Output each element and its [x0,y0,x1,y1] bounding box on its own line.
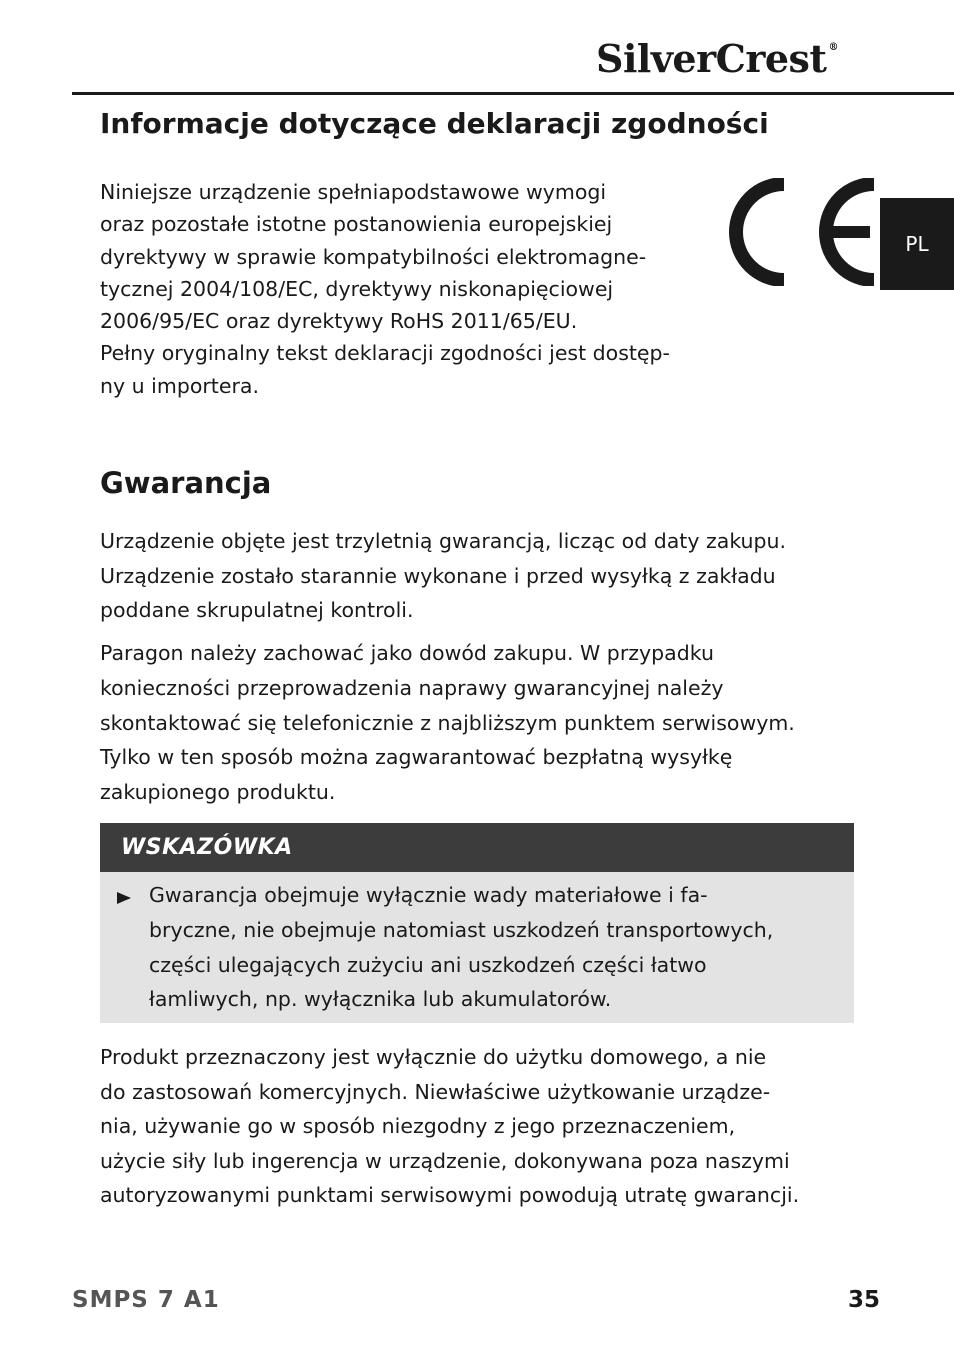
warranty-line: poddane skrupulatnej kontroli. [100,598,414,623]
warranty-line: Urządzenie zostało starannie wykonane i przed wysyłką z zakładu [100,563,776,588]
declaration-line: 2006/95/EC oraz dyrektywy RoHS 2011/65/EU. [100,309,578,334]
note-text [149,878,773,1017]
declaration-title: Informacje dotyczące deklaracji zgodności [100,107,769,140]
language-tab: PL [880,198,954,290]
declaration-line: ny u importera. [100,373,259,398]
warranty-line: użycie siły lub ingerencja w urządzenie, dokonywana poza naszymi [100,1148,790,1173]
footer-model: SMPS 7 A1 [72,1287,220,1313]
declaration-text [100,176,670,402]
triangle-bullet-icon [117,892,131,904]
warranty-paragraph-2 [100,636,795,810]
declaration-line: Pełny oryginalny tekst deklaracji zgodności jest dostęp- [100,341,670,366]
registered-mark: ® [828,42,838,53]
warranty-line: Urządzenie objęte jest trzyletnią gwarancją, licząc od daty zakupu. [100,529,787,553]
warranty-paragraph-1 [100,524,786,628]
ce-mark-icon [726,178,878,286]
warranty-line: Produkt przeznaczony jest wyłącznie do użytku domowego, a nie [100,1045,767,1069]
note-line: łamliwych, np. wyłącznika lub akumulatorów. [149,987,612,1012]
note-heading: WSKAZÓWKA [100,823,854,872]
warranty-line: Tylko w ten sposób można zagwarantować bezpłatną wysyłkę [100,745,733,770]
declaration-line: oraz pozostałe istotne postanowienia europejskiej [100,212,613,237]
declaration-line: Niniejsze urządzenie spełniapodstawowe wymogi [100,180,607,204]
warranty-line: do zastosowań komercyjnych. Niewłaściwe użytkowanie urządze- [100,1079,771,1104]
declaration-line: tycznej 2004/108/EC, dyrektywy niskonapięciowej [100,276,614,301]
warranty-line: nia, używanie go w sposób niezgodny z jego przeznaczeniem, [100,1114,736,1139]
warranty-line: zakupionego produktu. [100,780,336,805]
note-box [100,872,854,1023]
warranty-line: konieczności przeprowadzenia naprawy gwarancyjnej należy [100,675,724,700]
declaration-line: dyrektywy w sprawie kompatybilności elektromagne- [100,244,647,269]
warranty-line: autoryzowanymi punktami serwisowymi powodują utratę gwarancji. [100,1183,800,1208]
warranty-paragraph-3 [100,1040,799,1213]
warranty-line: Paragon należy zachować jako dowód zakupu. W przypadku [100,641,714,665]
note-line: bryczne, nie obejmuje natomiast uszkodzeń transportowych, [149,917,774,942]
warranty-title: Gwarancja [100,466,272,500]
note-line: Gwarancja obejmuje wyłącznie wady materiałowe i fa- [149,883,708,907]
note-line: części ulegających zużyciu ani uszkodzeń części łatwo [149,952,707,977]
warranty-line: skontaktować się telefonicznie z najbliższym punktem serwisowym. [100,710,795,735]
brand-logo [596,36,878,82]
page-number: 35 [848,1287,881,1313]
brand-name: SilverCrest [596,36,827,81]
header-rule [72,92,954,95]
